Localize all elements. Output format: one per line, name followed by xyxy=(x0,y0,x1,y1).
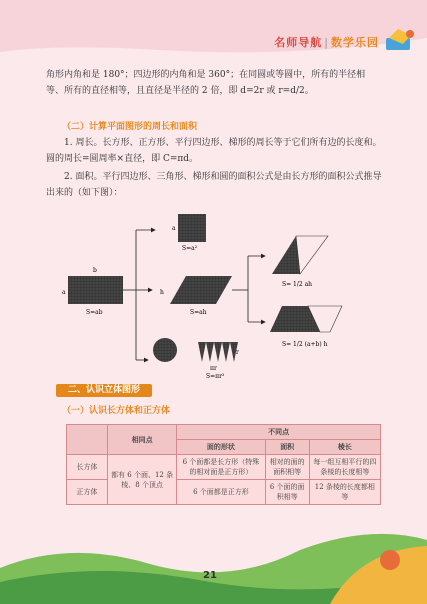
book-logo-icon xyxy=(383,26,417,54)
paragraph-perimeter: 1. 周长。长方形、正方形、平行四边形、梯形的周长等于它们所有边的长度和。圆的周长=圆周率×直径，即 C=πd。 xyxy=(46,138,382,164)
brand-separator: | xyxy=(324,36,329,49)
circle-sub: πr xyxy=(210,365,217,372)
circle-var-r: r xyxy=(236,349,239,356)
r1-area: 相对的面的面积相等 xyxy=(265,455,309,480)
rect-formula: S=ab xyxy=(86,309,103,316)
r1-edges: 每一组互相平行的四条棱的长度相等 xyxy=(309,455,380,480)
para-var-h: h xyxy=(160,289,164,296)
row-cube: 正方体 xyxy=(67,480,108,505)
parallelogram-shape xyxy=(170,276,232,304)
table-row xyxy=(67,455,381,480)
r2-faces: 6 个面都是正方形 xyxy=(177,480,265,505)
area-derivation-diagram xyxy=(60,210,360,380)
square-var-a: a xyxy=(172,225,176,232)
sub-edges: 棱长 xyxy=(309,440,380,455)
square-shape xyxy=(178,214,206,242)
intro-text xyxy=(46,67,389,99)
sub-faces: 面的形状 xyxy=(177,440,265,455)
comparison-table xyxy=(66,424,381,505)
var-b-label: b xyxy=(93,267,97,274)
trapezoid-formula: S= 1/2 (a+b) h xyxy=(282,341,328,348)
row-cuboid: 长方体 xyxy=(67,455,108,480)
circle-rearranged-shape xyxy=(198,342,238,362)
para-formula: S=ah xyxy=(190,309,207,316)
paragraph-area: 2. 面积。平行四边形、三角形、梯形和圆的面积公式是由长方形的面积公式推导出来的（如下图）： xyxy=(46,172,382,198)
same-text: 都有 6 个面、12 条棱、8 个顶点 xyxy=(108,455,177,505)
circle-formula: S=πr² xyxy=(206,373,225,380)
col-diff: 不同点 xyxy=(177,425,381,440)
section-3d-shapes: 二、认识立体图形 xyxy=(56,384,152,397)
rectangle-shape xyxy=(68,276,123,304)
triangle-shape xyxy=(272,236,300,274)
intro-line-1: 角形内角和是 180°；四边形的内角和是 360°；在同圆或等圆中，所有的半径相 xyxy=(46,70,366,80)
page-number: 21 xyxy=(203,570,217,581)
subheading-cuboid-cube: （一）认识长方体和正方体 xyxy=(62,406,171,416)
triangle-formula: S= 1/2 ah xyxy=(282,281,313,288)
square-formula: S=a² xyxy=(182,245,198,252)
brand-title xyxy=(274,34,379,50)
col-same: 相同点 xyxy=(108,425,177,455)
table-header-row xyxy=(67,425,381,440)
brand-left: 名师导航 xyxy=(274,36,323,49)
r2-edges: 12 条棱的长度都相等 xyxy=(309,480,380,505)
intro-line-2: 等、所有的直径相等，且直径是半径的 2 倍，即 d=2r 或 r=d/2。 xyxy=(46,86,314,96)
trapezoid-shape xyxy=(270,306,320,332)
r1-faces: 6 个面都是长方形（特殊的相对面是正方形） xyxy=(177,455,265,480)
var-a-label: a xyxy=(62,289,66,296)
sub-area: 面积 xyxy=(265,440,309,455)
brand-right: 数学乐园 xyxy=(331,36,379,49)
decorative-landscape xyxy=(0,520,427,604)
subheading-perimeter-area: （二）计算平面图形的周长和面积 xyxy=(62,122,198,132)
circle-shape xyxy=(153,338,177,362)
r2-area: 6 个面的面积相等 xyxy=(265,480,309,505)
